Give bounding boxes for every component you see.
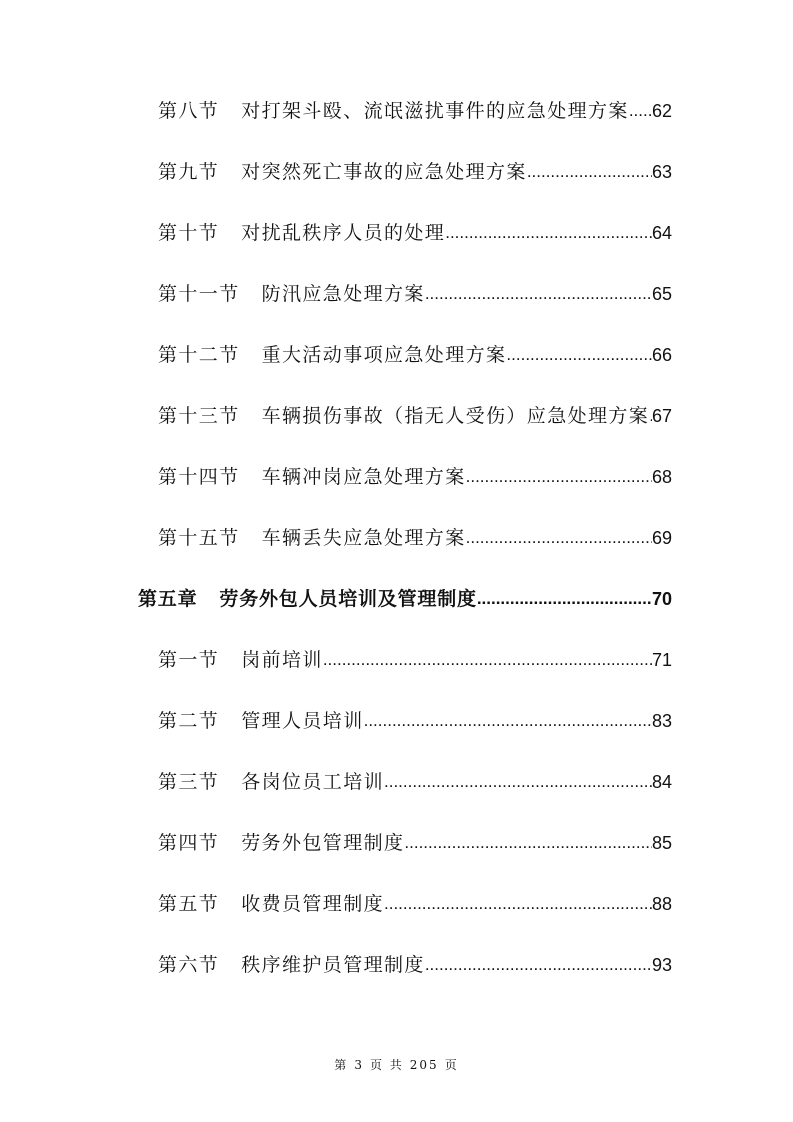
- toc-entry-title: 收费员管理制度: [241, 893, 385, 915]
- toc-entry-title: 管理人员培训: [241, 710, 364, 732]
- toc-entry-label: 第十一节: [158, 283, 240, 305]
- toc-entry-label: 第四节: [158, 832, 220, 854]
- toc-entry-page: 84: [651, 772, 672, 792]
- footer-suffix: 页: [444, 1058, 459, 1072]
- toc-entry-title: 劳务外包管理制度: [241, 832, 405, 854]
- toc-entry-label: 第九节: [158, 161, 220, 183]
- toc-entry-title: 岗前培训: [241, 649, 323, 671]
- toc-entry-page: 88: [651, 894, 672, 914]
- toc-entry-label: 第五章: [138, 588, 198, 610]
- toc-entry-title: 对打架斗殴、流氓滋扰事件的应急处理方案: [241, 100, 629, 122]
- toc-entry-label: 第十五节: [158, 527, 240, 549]
- toc-chapter-entry[interactable]: [138, 586, 672, 612]
- footer-total-pages: 205: [409, 1058, 439, 1072]
- dot-leader: [466, 464, 652, 490]
- toc-entry-page: 65: [651, 284, 672, 304]
- toc-entry-label: 第三节: [158, 771, 220, 793]
- dot-leader: [404, 830, 652, 856]
- dot-leader: [425, 952, 652, 978]
- toc-entry-page: 67: [651, 406, 672, 426]
- toc-section-entry[interactable]: [158, 891, 672, 917]
- toc-entry-title: 车辆冲岗应急处理方案: [261, 466, 466, 488]
- dot-leader: [477, 586, 652, 612]
- dot-leader: [384, 891, 652, 917]
- footer-prefix: 第: [334, 1058, 349, 1072]
- toc-section-entry[interactable]: [158, 159, 672, 185]
- toc-entry-title: 各岗位员工培训: [241, 771, 385, 793]
- dot-leader: [506, 342, 652, 368]
- dot-leader: [384, 769, 652, 795]
- toc-entry-title: 对突然死亡事故的应急处理方案: [241, 161, 527, 183]
- dot-leader: [425, 281, 652, 307]
- dot-leader: [364, 708, 652, 734]
- toc-entry-label: 第十二节: [158, 344, 240, 366]
- toc-entry-label: 第一节: [158, 649, 220, 671]
- toc-entry-title: 重大活动事项应急处理方案: [261, 344, 507, 366]
- toc-section-entry[interactable]: [158, 98, 672, 124]
- toc-entry-page: 66: [651, 345, 672, 365]
- toc-entry-title: 防汛应急处理方案: [261, 283, 425, 305]
- toc-entry-label: 第八节: [158, 100, 220, 122]
- toc-entry-page: 62: [651, 101, 672, 121]
- toc-section-entry[interactable]: [158, 342, 672, 368]
- toc-section-entry[interactable]: [158, 220, 672, 246]
- dot-leader: [527, 159, 652, 185]
- toc-entry-label: 第十节: [158, 222, 220, 244]
- toc-entry-label: 第二节: [158, 710, 220, 732]
- dot-leader: [466, 525, 652, 551]
- toc-entry-title: 车辆损伤事故（指无人受伤）应急处理方案: [261, 405, 650, 427]
- toc-entry-label: 第五节: [158, 893, 220, 915]
- toc-entry-label: 第十三节: [158, 405, 240, 427]
- toc-section-entry[interactable]: [158, 769, 672, 795]
- toc-entry-title: 对扰乱秩序人员的处理: [241, 222, 446, 244]
- toc-section-entry[interactable]: [158, 525, 672, 551]
- toc-section-entry[interactable]: [158, 464, 672, 490]
- footer-current-page: 3: [354, 1058, 364, 1072]
- toc-entry-page: 69: [651, 528, 672, 548]
- toc-entry-title: 劳务外包人员培训及管理制度: [219, 588, 477, 610]
- toc-entry-label: 第十四节: [158, 466, 240, 488]
- dot-leader: [323, 647, 652, 673]
- toc-section-entry[interactable]: [158, 281, 672, 307]
- toc-entry-page: 68: [651, 467, 672, 487]
- toc-entry-page: 85: [651, 833, 672, 853]
- toc-entry-page: 64: [651, 223, 672, 243]
- toc-entry-page: 93: [651, 955, 672, 975]
- toc-entry-page: 63: [651, 162, 672, 182]
- toc-entry-page: 83: [651, 711, 672, 731]
- toc-section-entry[interactable]: [158, 647, 672, 673]
- toc-section-entry[interactable]: [158, 952, 672, 978]
- toc-section-entry[interactable]: [158, 830, 672, 856]
- toc-entry-page: 71: [651, 650, 672, 670]
- toc-entry-title: 车辆丢失应急处理方案: [261, 527, 466, 549]
- toc-entry-page: 70: [651, 589, 672, 609]
- toc-section-entry[interactable]: [158, 403, 672, 429]
- toc-entry-label: 第六节: [158, 954, 220, 976]
- toc-section-entry[interactable]: [158, 708, 672, 734]
- dot-leader: [629, 98, 652, 124]
- dot-leader: [445, 220, 652, 246]
- footer-middle: 页 共: [369, 1058, 404, 1072]
- toc-entry-title: 秩序维护员管理制度: [241, 954, 425, 976]
- page-footer: [0, 1056, 793, 1073]
